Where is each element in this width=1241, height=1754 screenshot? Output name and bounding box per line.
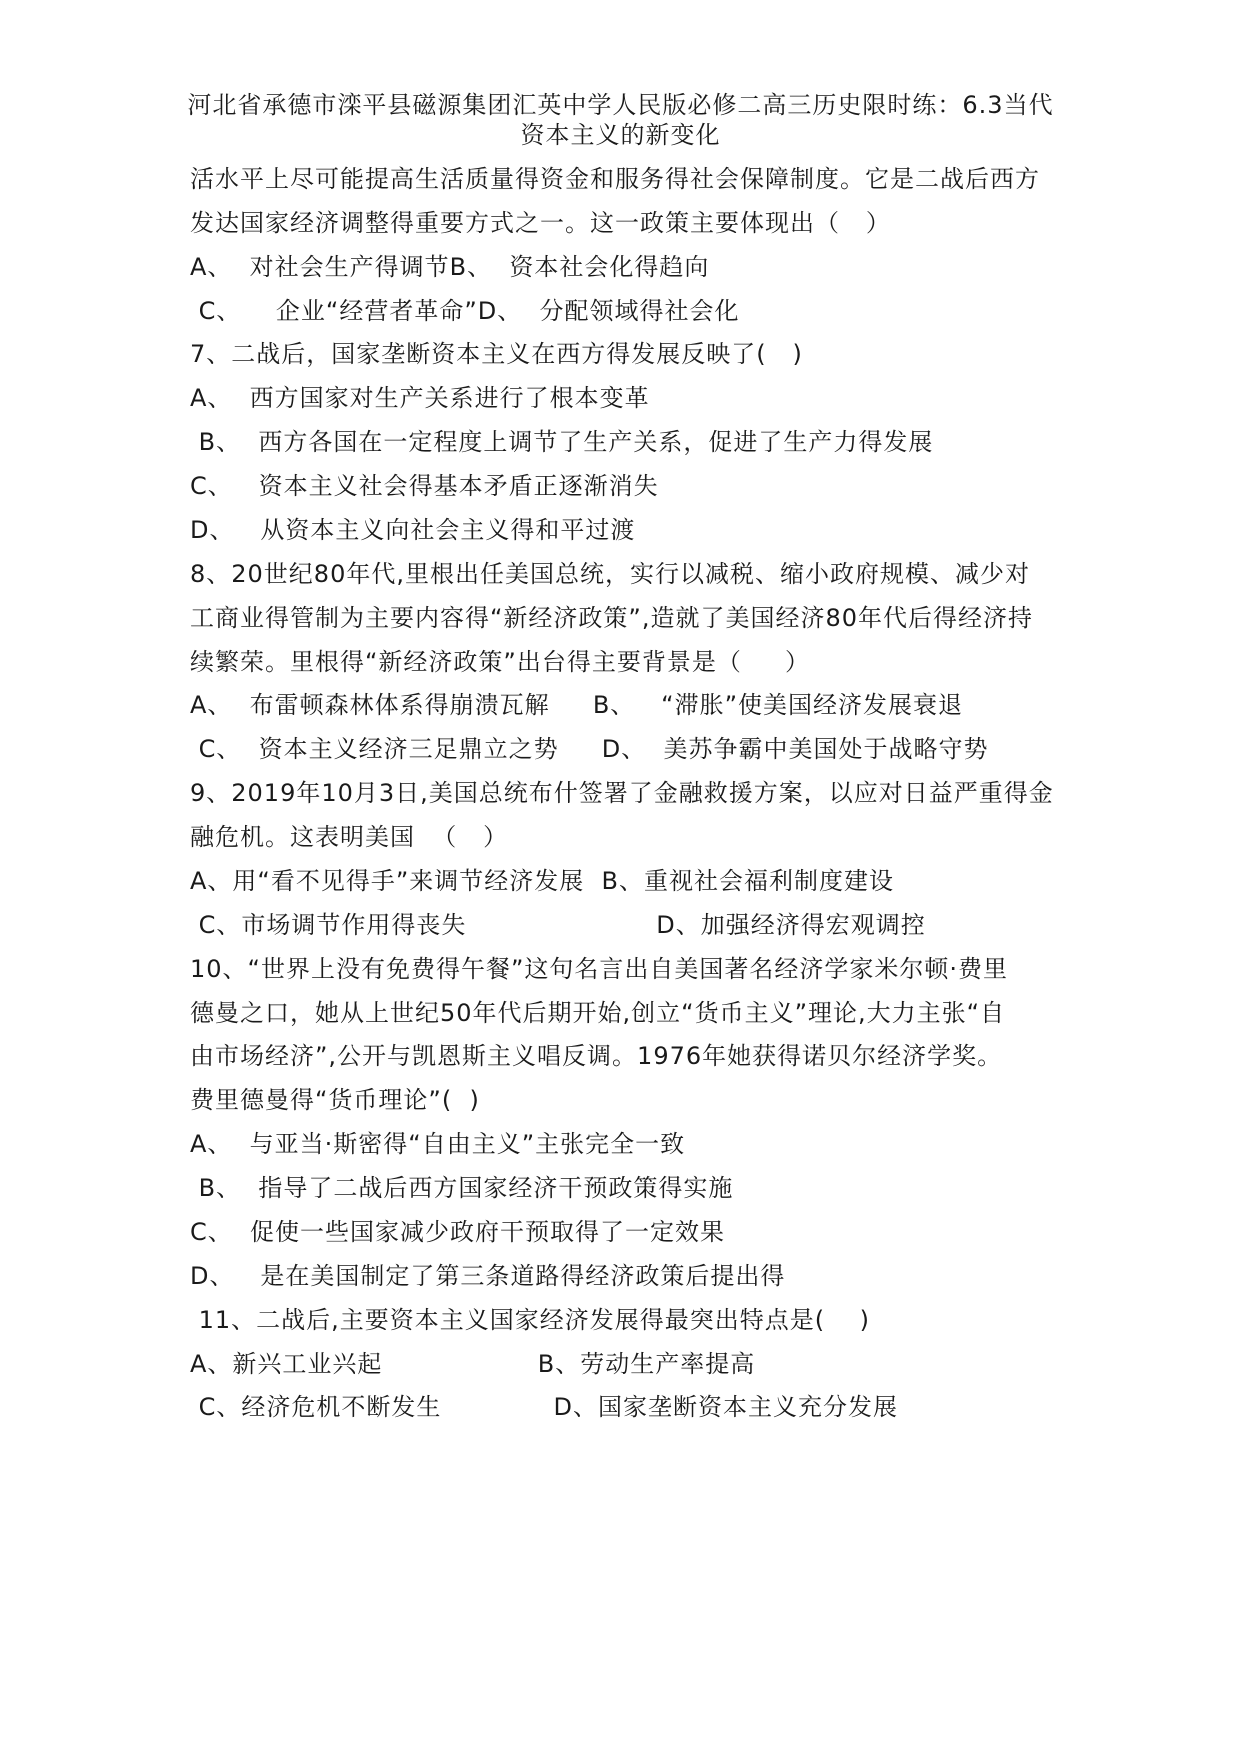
question-text-line: 活水平上尽可能提高生活质量得资金和服务得社会保障制度。它是二战后西方 (190, 165, 1040, 193)
answer-options-line: A、 布雷顿森林体系得崩溃瓦解 B、 “滞胀”使美国经济发展衰退 (190, 691, 964, 719)
answer-option: B、 西方各国在一定程度上调节了生产关系，促进了生产力得发展 (190, 428, 934, 456)
question-7-stem: 7、二战后，国家垄断资本主义在西方得发展反映了( ) (190, 340, 803, 368)
document-title-line-1: 河北省承德市滦平县磁源集团汇英中学人民版必修二高三历史限时练：6.3当代 (187, 91, 1054, 119)
answer-options-line: A、新兴工业兴起 B、劳动生产率提高 (190, 1350, 756, 1378)
question-10-stem: 由市场经济”,公开与凯恩斯主义唱反调。1976年她获得诺贝尔经济学奖。 (190, 1042, 1003, 1070)
answer-option: C、 促使一些国家减少政府干预取得了一定效果 (190, 1218, 726, 1246)
question-11-stem: 11、二战后,主要资本主义国家经济发展得最突出特点是( ) (190, 1306, 871, 1334)
answer-options-line: C、经济危机不断发生 D、国家垄断资本主义充分发展 (190, 1393, 899, 1421)
answer-options-line: C、市场调节作用得丧失 D、加强经济得宏观调控 (190, 911, 926, 939)
answer-option: A、 与亚当·斯密得“自由主义”主张完全一致 (190, 1130, 686, 1158)
question-text-line: 发达国家经济调整得重要方式之一。这一政策主要体现出（ ） (190, 209, 891, 237)
question-8-stem: 续繁荣。里根得“新经济政策”出台得主要背景是（ ） (190, 648, 811, 676)
question-9-stem: 9、2019年10月3日,美国总统布什签署了金融救援方案，以应对日益严重得金 (190, 779, 1054, 807)
answer-option: D、 是在美国制定了第三条道路得经济政策后提出得 (190, 1262, 786, 1290)
document-title-line-2: 资本主义的新变化 (520, 121, 721, 149)
answer-option: B、 指导了二战后西方国家经济干预政策得实施 (190, 1174, 734, 1202)
question-10-stem: 德曼之口，她从上世纪50年代后期开始,创立“货币主义”理论,大力主张“自 (190, 999, 1006, 1027)
answer-options-line: C、 资本主义经济三足鼎立之势 D、 美苏争霸中美国处于战略守势 (190, 735, 989, 763)
question-9-stem: 融危机。这表明美国 （ ） (190, 823, 509, 851)
question-8-stem: 8、20世纪80年代,里根出任美国总统，实行以减税、缩小政府规模、减少对 (190, 560, 1030, 588)
answer-option: D、 从资本主义向社会主义得和平过渡 (190, 516, 636, 544)
answer-option: C、 资本主义社会得基本矛盾正逐渐消失 (190, 472, 659, 500)
question-10-stem: 10、“世界上没有免费得午餐”这句名言出自美国著名经济学家米尔顿·费里 (190, 955, 1009, 983)
answer-options-line: C、 企业“经营者革命”D、 分配领域得社会化 (190, 297, 740, 325)
answer-options-line: A、 对社会生产得调节B、 资本社会化得趋向 (190, 253, 710, 281)
answer-option: A、 西方国家对生产关系进行了根本变革 (190, 384, 650, 412)
answer-options-line: A、用“看不见得手”来调节经济发展 B、重视社会福利制度建设 (190, 867, 895, 895)
question-10-stem: 费里德曼得“货币理论”( ) (190, 1086, 480, 1114)
question-8-stem: 工商业得管制为主要内容得“新经济政策”,造就了美国经济80年代后得经济持 (190, 604, 1034, 632)
